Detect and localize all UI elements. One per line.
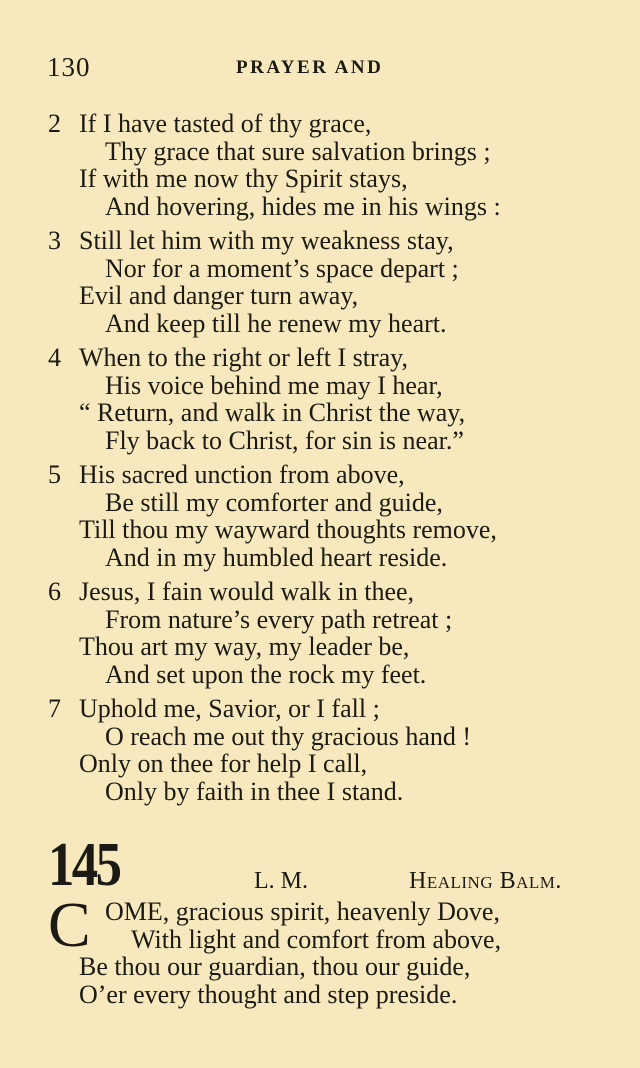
verse-line: His sacred unction from above, xyxy=(79,460,405,489)
verses-list xyxy=(48,110,628,812)
verse-number: 3 xyxy=(48,226,61,255)
verse-line: Be still my comforter and guide, xyxy=(105,487,443,517)
verse-line: And set upon the rock my feet. xyxy=(105,659,427,689)
verse xyxy=(48,461,628,571)
verse-line: And hovering, hides me in his wings : xyxy=(105,191,501,221)
verse-line: Evil and danger turn away, xyxy=(79,281,359,310)
hymn-meter: L. M. xyxy=(254,868,308,894)
verse-line: When to the right or left I stray, xyxy=(79,343,408,372)
verse-number: 5 xyxy=(48,460,61,489)
verse xyxy=(48,344,628,454)
page-number: 130 xyxy=(47,52,91,82)
hymn-line: With light and comfort from above, xyxy=(131,924,502,954)
verse-line: Fly back to Christ, for sin is near.” xyxy=(105,425,464,455)
verse xyxy=(48,578,628,688)
verse-line: Thou art my way, my leader be, xyxy=(79,632,410,661)
verse-line: Till thou my wayward thoughts remove, xyxy=(79,515,497,544)
verse xyxy=(48,227,628,337)
verse-line: Thy grace that sure salvation brings ; xyxy=(105,136,491,166)
verse-line: Nor for a moment’s space depart ; xyxy=(105,253,459,283)
verse-line: Uphold me, Savior, or I fall ; xyxy=(79,694,380,723)
verse-line: And in my humbled heart reside. xyxy=(105,542,448,572)
tune-name: Healing Balm. xyxy=(409,868,562,894)
hymn-text xyxy=(48,889,628,1009)
hymn-line: Be thou our guardian, thou our guide, xyxy=(79,952,471,981)
hymn-145 xyxy=(48,831,628,1009)
verse-line: His voice behind me may I hear, xyxy=(105,370,443,400)
verse-line: O reach me out thy gracious hand ! xyxy=(105,721,472,751)
running-head: PRAYER AND xyxy=(236,57,384,78)
verse-line: If with me now thy Spirit stays, xyxy=(79,164,408,193)
verse-line: Still let him with my weakness stay, xyxy=(79,226,454,255)
verse-line: Only by faith in thee I stand. xyxy=(105,776,404,806)
hymn-number: 145 xyxy=(48,831,120,899)
verse-number: 6 xyxy=(48,577,61,606)
hymn-line: OME, gracious spirit, heavenly Dove, xyxy=(105,897,500,926)
drop-cap: C xyxy=(48,889,91,960)
page-header xyxy=(47,52,607,88)
hymn-line: O’er every thought and step preside. xyxy=(79,979,458,1009)
hymn-heading xyxy=(48,831,628,899)
verse-number: 2 xyxy=(48,109,61,138)
verse-line: From nature’s every path retreat ; xyxy=(105,604,453,634)
verse-number: 7 xyxy=(48,694,61,723)
verse-line: Only on thee for help I call, xyxy=(79,749,368,778)
verse xyxy=(48,110,628,220)
verse-number: 4 xyxy=(48,343,61,372)
verse xyxy=(48,695,628,805)
verse-line: Jesus, I fain would walk in thee, xyxy=(79,577,415,606)
verse-line: “ Return, and walk in Christ the way, xyxy=(79,398,466,427)
verse-line: And keep till he renew my heart. xyxy=(105,308,447,338)
verse-line: If I have tasted of thy grace, xyxy=(79,109,372,138)
